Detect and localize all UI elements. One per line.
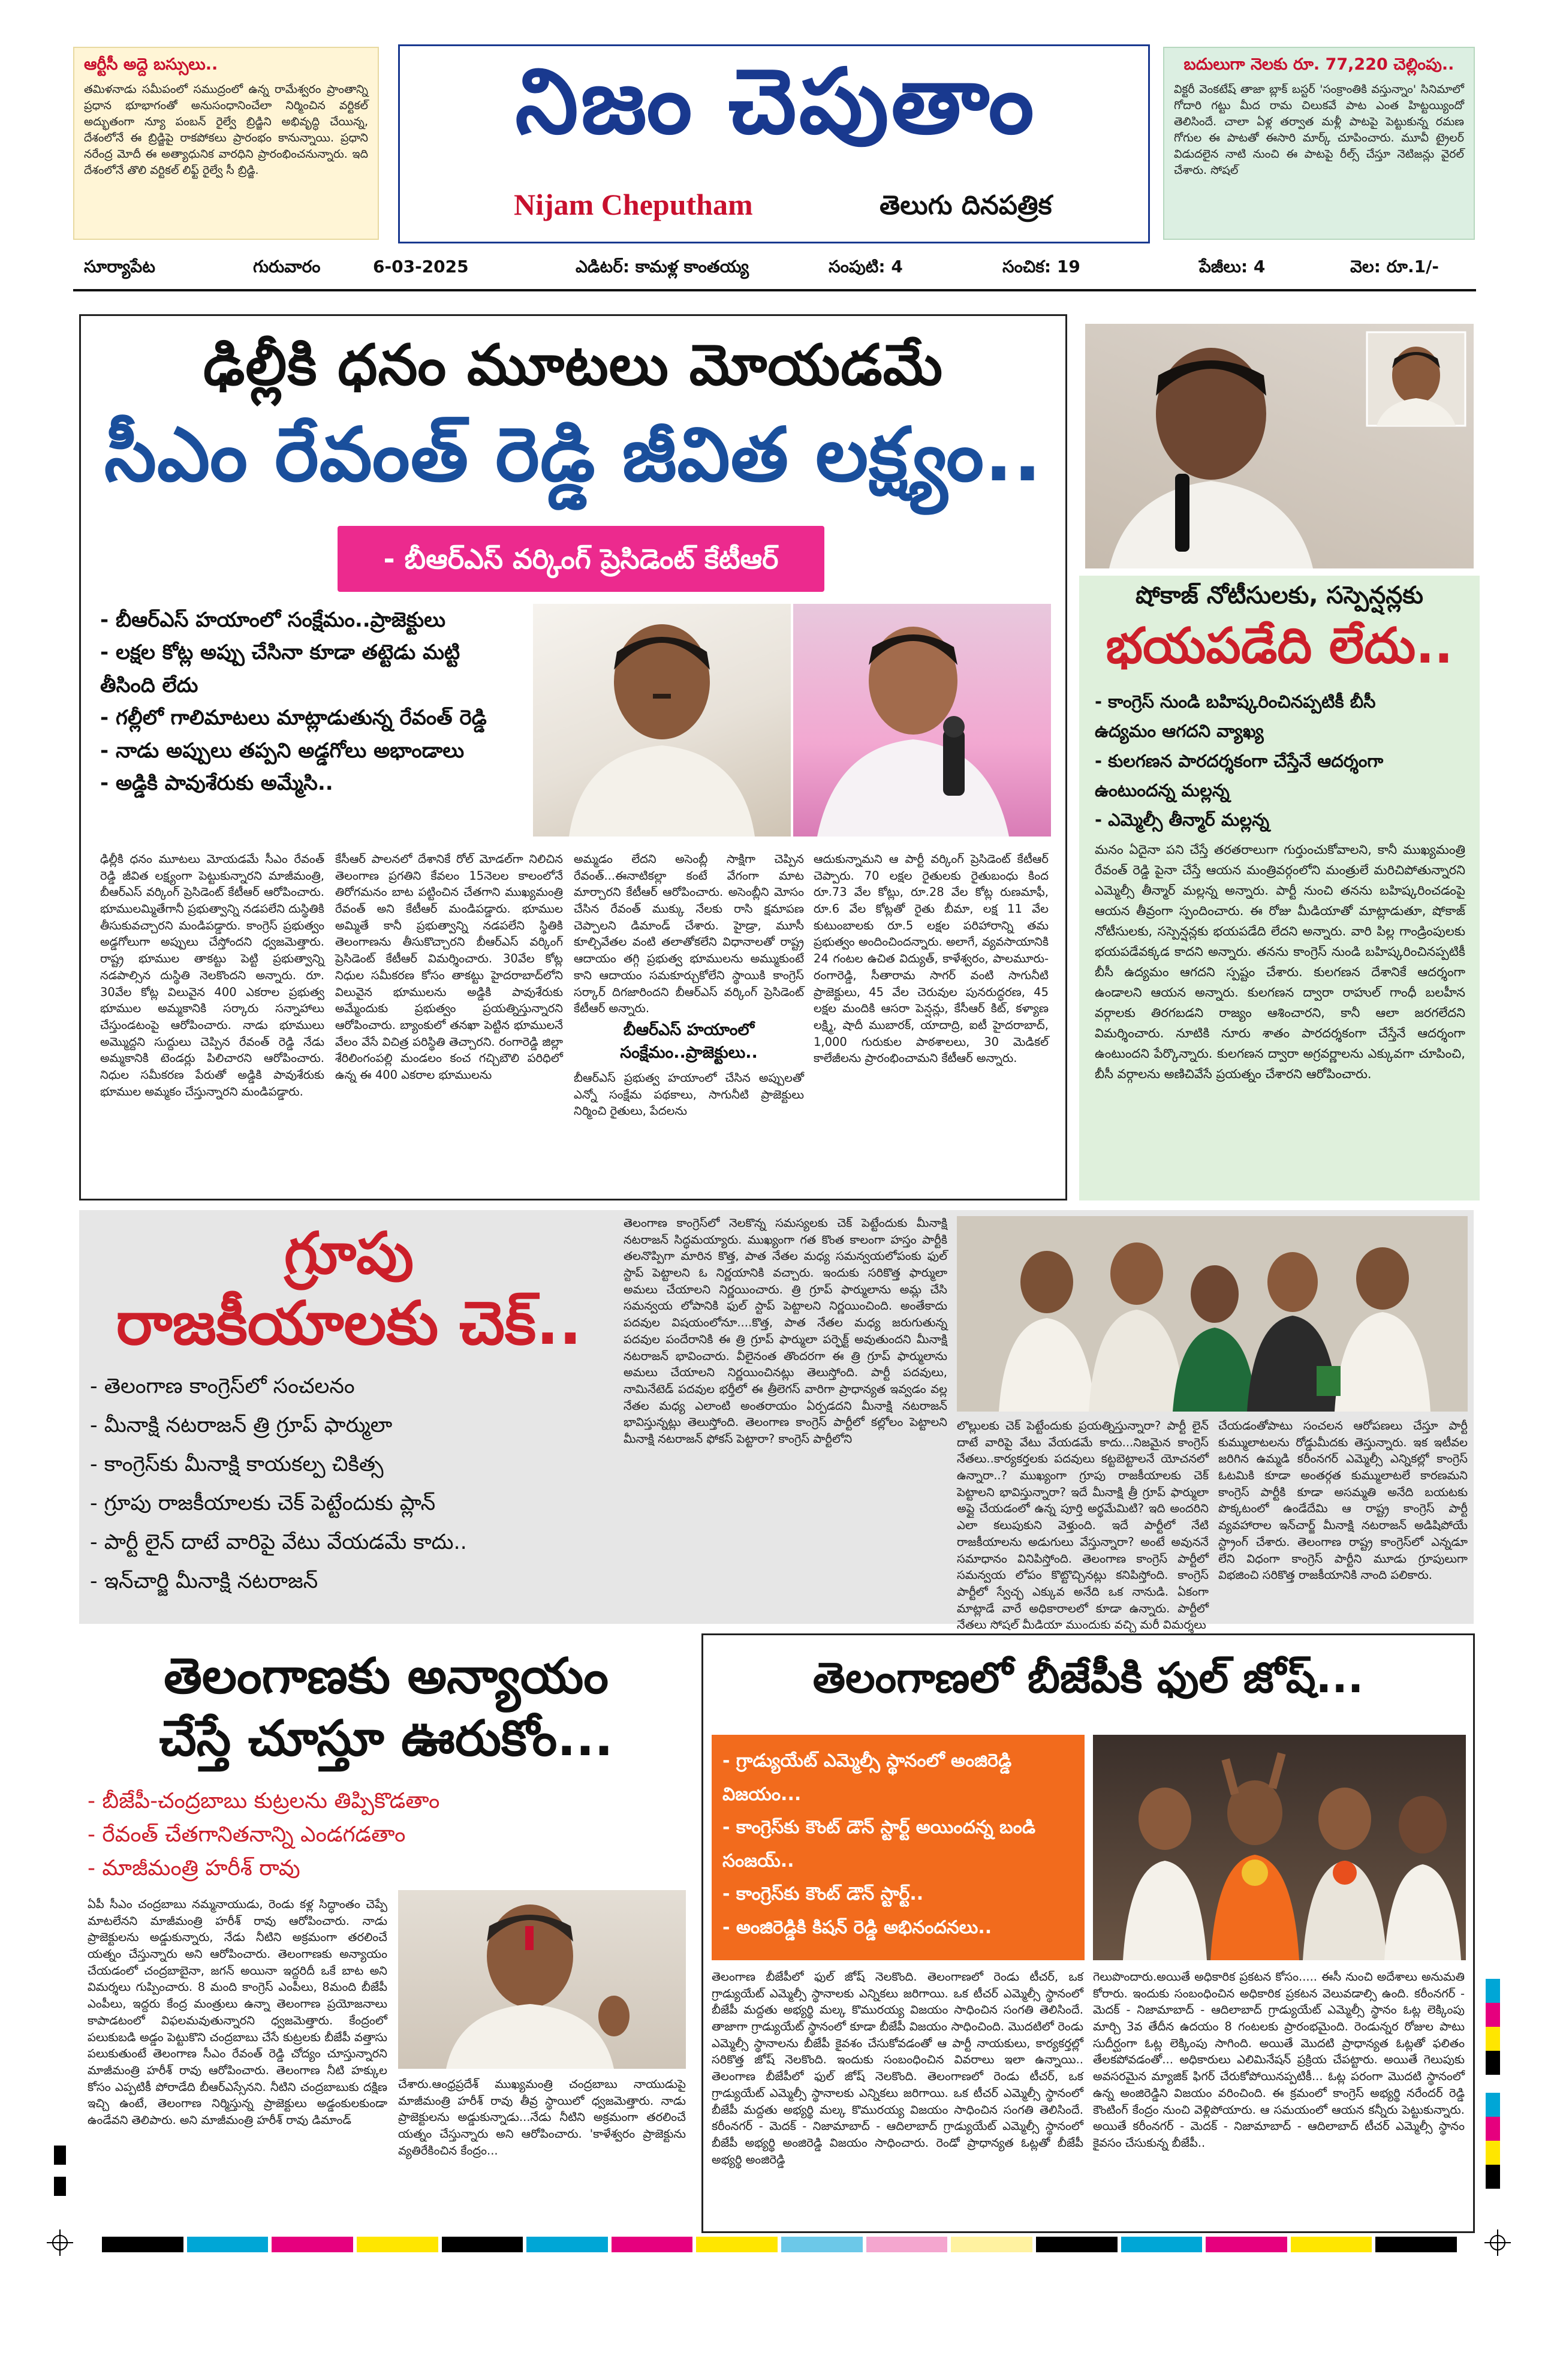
- story-ktr-col-3-tail: బీఆర్ఎస్ ప్రభుత్వ హయాంలో చేసిన అప్పులతో ఎన్నో సంక్షేమ పథకాలు, సాగునీటి ప్రాజెక్టులు నిర్మించి రైతులు, పేదలను: [574, 1070, 804, 1118]
- story-harish-col-1: ఏపీ సీఎం చంద్రబాబు నమ్మనాయుడు, రెండు కళ్ల సిద్ధాంతం చెప్పే మాటలేనని మాజీమంత్రి హరీశ్ రావు ఆరోపించారు. నాడు ప్రాజెక్టులను అడ్డుకున్నారు, నేడు నీటిని అక్రమంగా తరలించే యత్నం చేస్తున్నారు అని ఆరోపించారు. తెలంగాణకు అన్యాయం చేయడంలో చంద్రబాబైనా, జగన్ అయినా ఇద్దరిదీ ఒకే బాట అని విమర్శలు గుప్పించారు. 8 మంది కాంగ్రెస్ ఎంపీలు, 8మంది బీజేపీ ఎంపీలు, ఇద్దరు కేంద్ర మంత్రులు ఉన్నా తెలంగాణ ప్రయోజనాలు కాపాడటంలో విఫలమవుతున్నారని ధ్వజమెత్తారు. కేంద్రంలో పలుకుబడి అడ్డం పెట్టుకొని చంద్రబాబు చేసే కుట్రలకు బీజేపీ వత్తాసు పలుకుతుంటే తెలంగాణ సీఎం రేవంత్ రెడ్డి చోద్యం చూస్తున్నారని మాజీమంత్రి హరీశ్ రావు ఆరోపించారు. తెలంగాణ నీటి హక్కుల కోసం ఎప్పటికీ పోరాడేది బీఆర్ఎస్సేనని. నీటిని చంద్రబాబుకు దక్షిణ ఇచ్చి ఉంటే, తెలంగాణ నిర్మిస్తున్న ప్రాజెక్టులు అడ్డంకులకుండా ఉండేవని తెలిపారు. అని మాజీమంత్రి హరీశ్ రావు డిమాండ్: [88, 1897, 387, 2127]
- story-mallanna-bullet: ఉద్యమం ఆగదని వ్యాఖ్య: [1095, 721, 1264, 742]
- story-ktr-col-2: కేసీఆర్ పాలనలో దేశానికే రోల్ మోడల్‌గా నిలిచిన తెలంగాణ ప్రగతిని కేవలం 15నెలల కాలంలోనే తిరోగమనం బాట పట్టించిన చేతగాని ముఖ్యమంత్రి రేవంత్ అని కేటీఆర్ మండిపడ్డారు. భూముల అమ్మితే కానీ ప్రభుత్వాన్ని నడపలేని స్థితికి తెలంగాణను తీసుకొచ్చారని బీఆర్ఎస్ వర్కింగ్ ప్రెసిడెంట్ కేటీఆర్ విమర్శించారు. 30వేల కోట్ల నిధుల సమీకరణ కోసం తాకట్టు హైదరాబాద్‌లోని విలువైన భూములను అడ్డికి పావుశేరుకు అమ్మేందుకు ప్రభుత్వం ప్రయత్నిస్తున్నారని ఆరోపించారు. బ్యాంకులో తనఖా పెట్టిన భూములనే వేలం వేసే విచిత్ర పరిస్థితి తెచ్చారని. రంగారెడ్డి జిల్లా శేరిలింగంపల్లి మండలం కంచ గచ్చిబౌలి పరిధిలో ఉన్న ఈ 400 ఎకరాల భూములను: [335, 852, 563, 1082]
- story-group-bullet: - ఇన్‌చార్జి మీనాక్షి నటరాజన్: [90, 1569, 318, 1594]
- story-group-bullet: - కాంగ్రెస్‌కు మీనాక్షి కాయకల్ప చికిత్స: [90, 1452, 384, 1477]
- story-bjp-headline: తెలంగాణలో బీజేపీకి ఫుల్ జోష్...: [812, 1653, 1364, 1702]
- story-harish-bullet: - బీజేపీ-చంద్రబాబు కుట్రలను తిప్పికొడతాం: [88, 1789, 440, 1813]
- story-bjp-orange-box: [712, 1735, 1085, 1960]
- story-group-bullet: - తెలంగాణ కాంగ్రెస్‌లో సంచలనం: [90, 1374, 355, 1398]
- right-ear-text: విక్టరీ వెంకటేష్ తాజా బ్లాక్ బస్టర్ 'సంక్రాంతికి వస్తున్నాం' సినిమాలో గోదారి గట్టు మీద రామ చిలుకవే పాట ఎంత హిట్టయ్యిందో తెలిసిందే. చాలా ఏళ్ల తర్వాత మళ్లీ పాటపై పెట్టుకున్న రమణ గోగుల ఈ పాటతో ఈసారి మార్క్ చూపించారు. మూవీ ట్రైలర్ విడుదలైన నాటి నుంచి ఈ పాటపై రీల్స్ చేస్తూ నెటిజన్లు వైరల్ చేశారు. సోషల్: [1174, 83, 1464, 177]
- masthead-box: [398, 44, 1150, 243]
- story-bjp-bullet: సంజయ్..: [722, 1850, 794, 1871]
- story-group-bullets: [90, 1367, 618, 1602]
- story-ktr-bullets: [100, 604, 568, 799]
- ktr-photo: [793, 604, 1051, 837]
- dateline-place: సూర్యాపేట: [84, 257, 155, 276]
- dateline-rule: [73, 289, 1476, 291]
- story-bjp-bullets: [722, 1744, 1076, 1944]
- dateline-day: గురువారం: [253, 257, 321, 276]
- story-bjp-bullet: - కాంగ్రెస్‌కు కౌంట్ డౌన్ స్టార్ట్..: [722, 1883, 924, 1904]
- dateline-price: వెల: రూ.1/-: [1350, 257, 1439, 276]
- story-ktr-bullet: - గల్లీలో గాలిమాటలు మాట్లాడుతున్న రేవంత్ రెడ్డి: [100, 706, 487, 730]
- story-mallanna-bullet: - కులగణన పారదర్శకంగా చేస్తేనే ఆదర్శంగా: [1095, 750, 1384, 771]
- story-bjp-col-2: గెలుపొందారు.అయితే అధికారిక ప్రకటన కోసం..... ఈసీ నుంచి అదేశాలు అనుమతి కోరారు. ఇందుకు సంబంధించిన అధికారిక ప్రకటన వెలువడాల్సి ఉంది. కరీంనగర్ - మెదక్ - నిజామాబాద్ - ఆదిలాబాద్ గ్రాడ్యుయేట్ ఎమ్మెల్సీ స్థానం ఓట్ల లెక్కింపు మార్చి 3వ తేదీన ఉదయం 8 గంటలకు ప్రారంభమైంది. రెండున్నర రోజుల పాటు సుదీర్ఘంగా ఓట్ల లెక్కింపు సాగింది. అయితే మొదటి ప్రాధాన్యత ఓట్లతో ఫలితం తేలకపోవడంతో... అధికారులు ఎలిమినేషన్ ప్రక్రియ చేపట్టారు. అయితే గెలుపుకు అవసరమైన మ్యాజిక్ ఫిగర్ చేరుకోపోయినప్పటికీ... ఓట్ల పరంగా మొదటి స్థానంలో ఉన్న అంజిరెడ్డిని విజయం వరించింది. ఈ క్రమంలో కాంగ్రెస్ అభ్యర్థి నరేందర్ రెడ్డి కౌంటింగ్ కేంద్రం నుంచి వెళ్లిపోయారు. ఆ సమయంలో ఆయన కన్నీరు పెట్టుకున్నారు. అయితే కరీంనగర్ - మెదక్ - నిజామాబాద్ - ఆదిలాబాద్ టీచర్ ఎమ్మెల్సీ స్థానం కైవసం చేసుకున్న బీజేపీ..: [1093, 1970, 1465, 2150]
- left-ear-text: తమిళనాడు సమీపంలో సముద్రంలో ఉన్న రామేశ్వరం ప్రాంతాన్ని ప్రధాన భూభాగంతో అనుసంధానించేలా నిర్మించిన వర్టికల్ అద్భుతంగా న్యూ పంబన్ రైల్వే బ్రిడ్జిని అభివృద్ధి చేయిన్న, దేశంలోనే ఈ బ్రిడ్జిపై రాకపోకలు ప్రారంభం కానున్నాయి. ప్రధాని నరేంద్ర మోదీ ఈ అత్యాధునిక వారధిని ప్రారంభించనున్నారు. ఇది దేశంలోనే తొలి వర్టికల్ లిఫ్ట్ రైల్వే సీ బ్రిడ్జి.: [84, 83, 368, 177]
- story-bjp-bullet: - కాంగ్రెస్‌కు కౌంట్ డౌన్ స్టార్ట్ అయిందన్న బండి: [722, 1817, 1036, 1838]
- dateline-editor: ఎడిటర్: కామళ్ల కాంతయ్య: [576, 257, 749, 276]
- story-harish-bullet: - రేవంత్ చేతగానితనాన్ని ఎండగడతాం: [88, 1822, 406, 1847]
- story-ktr-bullet: - నాడు అప్పులు తప్పని అడ్డగోలు అభాండాలు: [100, 738, 465, 763]
- story-mallanna-bullet: - ఎమ్మెల్సీ తీన్మార్ మల్లన్న: [1095, 810, 1270, 831]
- story-mallanna-bullet: ఉంటుందన్న మల్లన్న: [1095, 780, 1230, 801]
- registration-crosshair: [47, 2229, 73, 2256]
- story-bjp-frame: [701, 1633, 1475, 2233]
- dateline-bar: [73, 251, 1476, 284]
- story-harish-headline-2: చేస్తే చూస్తూ ఊరుకోం...: [159, 1710, 613, 1767]
- story-bjp-bullet: విజయం...: [722, 1783, 802, 1805]
- color-bar-right: [1486, 1979, 1500, 2222]
- story-mallanna-headline-2: భయపడేది లేదు..: [1106, 618, 1453, 675]
- story-ktr-bullet: - లక్షల కోట్ల అప్పు చేసినా కూడా తట్టెడు మట్టి: [100, 640, 460, 665]
- story-ktr-byline: - బీఆర్ఎస్ వర్కింగ్ ప్రెసిడెంట్ కేటీఆర్: [338, 526, 824, 592]
- story-harish-col-2: చేశారు.ఆంధ్రప్రదేశ్ ముఖ్యమంత్రి చంద్రబాబు నాయుడుపై మాజీమంత్రి హరీశ్ రావు తీవ్ర స్థాయిలో ధ్వజమెత్తారు. నాడు ప్రాజెక్టులను అడ్డుకున్నాడు...నేడు నీటిని అక్రమంగా తరలించే యత్నం చేస్తున్నారు అని ఆరోపించారు. 'కాళేశ్వరం ప్రాజెక్టును వ్యతిరేకించిన కేంద్రం...: [398, 2077, 686, 2158]
- story-ktr-subhead: బీఆర్ఎస్ హయాంలో సంక్షేమం..ప్రాజెక్టులు..: [620, 1020, 758, 1062]
- story-ktr-col-1: ఢిల్లీకి ధనం మూటలు మోయడమే సీఎం రేవంత్ రెడ్డి జీవిత లక్ష్యంగా పెట్టుకున్నారని మాజీమంత్రి, బీఆర్ఎస్ వర్కింగ్ ప్రెసిడెంట్ కేటీఆర్ ఆరోపించారు. భూములమ్మితేగానీ ప్రభుత్వాన్ని నడపలేని దుస్థితికి తీసుకువచ్చారని మండిపడ్డారు. కాంగ్రెస్ ప్రభుత్వం అడ్డగోలుగా అప్పులు చేస్తోందని ధ్వజమెత్తారు. రాష్ట్ర భూముల తాకట్టు పెట్టి ప్రభుత్వాన్ని నడపాల్సిన దుస్థితి నెలకొందని అన్నారు. రూ. 30వేల కోట్ల విలువైన 400 ఎకరాల ప్రభుత్వ భూముల అమ్మకానికి సర్కారు సన్నాహాలు చేస్తుండటంపై ఆరోపించారు. నాడు భూములు అమ్మొద్దని సుద్దులు చెప్పిన రేవంత్ రెడ్డి నేడు అమ్మకానికి టెండర్లు పిలిచారని ఆరోపించారు. నిధుల సమీకరణ పేరుతో అడ్డికి పావుశేరుకు భూముల అమ్మకం చేస్తున్నారని మండిపడ్డారు.: [100, 852, 324, 1099]
- story-ktr-frame: [79, 314, 1067, 1200]
- right-ear-box: [1163, 47, 1475, 240]
- harish-rao-photo: [398, 1890, 686, 2069]
- dateline-date: 6-03-2025: [373, 257, 469, 276]
- left-ear-title: ఆర్టీసీ అద్దె బస్సులు..: [84, 55, 218, 74]
- story-harish-area: [79, 1636, 693, 2235]
- story-group-col-2: లొల్లులకు చెక్ పెట్టేందుకు ప్రయత్నిస్తున్నారా? పార్టీ లైన్ దాటే వారిపై వేటు వేయడమే కాదు...నిజమైన కాంగ్రెస్ నేతలు..కార్యకర్తలకు పదవులు కట్టబెట్టాలనే యోచనలో ఉన్నారా..? ముఖ్యంగా గ్రూపు రాజకీయాలకు చెక్ పెట్టాలని భావిస్తున్నారా? ఇదే మీనాక్షి త్రీ గ్రూప్ ఫార్ములా అప్లై చేయడంలో ఉన్న పూర్తి అర్థమేమిటి? ఇది అందరిని ఎలా కలుపుకుని వెళ్తుంది. ఇదే పార్టీలో నేటి రాజకీయాలను అడుగులు వేస్తున్నారా? అంటే అవుననే సమాధానం వినిపిస్తోంది. తెలంగాణ కాంగ్రెస్ పార్టీలో సమన్వయ లోపం కొట్టొచ్చినట్లు కనిపిస్తోంది. కాంగ్రెస్ పార్టీలో స్వేచ్ఛ ఎక్కువ అనేది ఒక నానుడి. ఏకంగా మాట్లాడే వారే అధికారాలలో కూడా ఉన్నారు. పార్టీలో నేతలు సోషల్ మీడియా ముందుకు వచ్చి మరీ విమర్శలు: [957, 1419, 1209, 1632]
- left-ear-box: [73, 47, 379, 240]
- story-group-bullet: - మీనాక్షి నటరాజన్ త్రి గ్రూప్ ఫార్ములా: [90, 1413, 393, 1438]
- story-harish-bullet: - మాజీమంత్రి హరీశ్ రావు: [88, 1855, 300, 1880]
- masthead-title-english: Nijam Cheputham: [514, 188, 753, 221]
- congress-leaders-photo: [957, 1216, 1468, 1412]
- story-mallanna-body: మనం ఏదైనా పని చేస్తే తరతరాలుగా గుర్తుంచుకోవాలని, కానీ ముఖ్యమంత్రి రేవంత్ రెడ్డి పైనా చేస్తే ఆయన మంత్రివర్గంలోని మంత్రులే మరిచిపోతున్నారని ఎమ్మెల్సీ తీన్మార్ మల్లన్న అన్నారు. పార్టీ నుంచి తనను బహిష్కరించడంపై ఆయన తీవ్రంగా స్పందించారు. ఈ రోజు మీడియాతో మాట్లాడుతూ, షోకాజ్ నోటీసులకు, సస్పెన్షన్లకు భయపడేది లేదని అన్నారు. వారి పిల్ల గాండ్రింపులకు భయపడేవక్కడ కాదని అన్నారు. తనను కాంగ్రెస్ నుండి బహిష్కరించినప్పటికీ బీసీ ఉద్యమం ఆగదని స్పష్టం చేశారు. కులగణన దేశానికే ఆదర్శంగా ఉండాలని ఆయన అన్నారు. కులగణన ద్వారా రాహుల్ గాంధీ బలహీన వర్గాలకు తిరగబడని రాజ్యం ఆశించారని, కానీ ఆలా జరగలేదని విమర్శించారు. నూటికి నూరు శాతం పారదర్శకంగా చేస్తేనే ఆదర్శంగా ఉంటుందని పేర్కొన్నారు. కులగణన ద్వారా అగ్రవర్ణాలను ఎక్కువగా చూపించి, బీసీ వర్గాలను అణిచివేసే ప్రయత్నం చేశారని ఆరోపించారు.: [1095, 843, 1465, 1082]
- story-mallanna-bullet: - కాంగ్రెస్ నుండి బహిష్కరించినప్పటికీ బీసీ: [1095, 691, 1376, 712]
- story-group-bullet: - గ్రూపు రాజకీయాలకు చెక్ పెట్టేందుకు ప్లాన్: [90, 1491, 436, 1516]
- story-bjp-col-1: తెలంగాణ బీజేపీలో ఫుల్ జోష్ నెలకొంది. తెలంగాణలో రెండు టీచర్, ఒక గ్రాడ్యుయేట్ ఎమ్మెల్సీ స్థానాలకు ఎన్నికలు జరిగాయి. ఒక టీచర్ ఎమ్మెల్సీ స్థానంలో బీజేపీ మద్దతు అభ్యర్థి మల్క కొమురయ్య విజయం సాధించిన సంగతి తెలిసిందే. తాజాగా గ్రాడ్యుయేట్ స్థానంలో కూడా బీజేపీ విజయం సాధించింది. మొదటిలో రెండు ఎమ్మెల్సీ స్థానాలను బీజేపీ కైవశం చేసుకోవడంతో ఆ పార్టీ నాయకులు, కార్యకర్తల్లో సరికొత్త జోష్ నెలకొంది. ఇందుకు సంబంధించిన వివరాలు ఇలా ఉన్నాయి.. తెలంగాణ బీజేపీలో ఫుల్ జోష్ నెలకొంది. తెలంగాణలో రెండు టీచర్, ఒక గ్రాడ్యుయేట్ ఎమ్మెల్సీ స్థానాలకు ఎన్నికలు జరిగాయి. ఒక టీచర్ ఎమ్మెల్సీ స్థానంలో బీజేపీ మద్దతు అభ్యర్థి మల్క కొమురయ్య విజయం సాధించిన సంగతి తెలిసిందే. కరీంనగర్ - మెదక్ - నిజామాబాద్ - ఆదిలాబాద్ గ్రాడ్యుయేట్ ఎమ్మెల్సీ స్థానంలో బీజేపీ అభ్యర్థి అంజిరెడ్డి విజయం సాధించారు. రెండో ప్రాధాన్యత ఓట్లతో బీజేపీ అభ్యర్థి అంజిరెడ్డి: [712, 1970, 1083, 2167]
- mallanna-photo: [1085, 324, 1474, 568]
- story-ktr-headline-2: సీఎం రేవంత్ రెడ్డి జీవిత లక్ష్యం..: [104, 412, 1043, 498]
- bjp-celebration-photo: [1093, 1735, 1466, 1960]
- story-ktr-bullet: - అడ్డికి పావుశేరుకు అమ్మేసి..: [100, 771, 333, 795]
- story-group-headline-2: రాజకీయాలకు చెక్..: [116, 1288, 582, 1358]
- story-ktr-col-4: ఆదుకున్నామని ఆ పార్టీ వర్కింగ్ ప్రెసిడెంట్ కేటీఆర్ చెప్పారు. 70 లక్షల రైతులకు రైతుబంధు కింద రూ.73 వేల కోట్లు, రూ.28 వేల కోట్ల రుణమాఫీ, రూ.6 వేల కోట్లతో రైతు బీమా, లక్ష 11 వేల కుటుంబాలకు రూ.5 లక్షల పరిహారాన్ని తమ ప్రభుత్వం అందించిందన్నారు. అలాగే, వ్యవసాయానికి 24 గంటల ఉచిత విద్యుత్, కాళేశ్వరం, పాలమూరు-రంగారెడ్డి, సీతారామ సాగర్ వంటి సాగునీటి ప్రాజెక్టులు, 45 వేల చెరువుల పునరుద్ధరణ, 45 లక్షల మందికి ఆసరా పెన్షన్లు, కేసీఆర్ కిట్, కళ్యాణ లక్ష్మి, షాదీ ముబారక్, యాదాద్రి, ఐటీ హైదరాబాద్, 1,000 గురుకుల పాఠశాలలు, 30 మెడికల్ కాలేజీలను ప్రారంభించామని కేటీఆర్ అన్నారు.: [814, 852, 1049, 1066]
- story-ktr-bullet: - బీఆర్ఎస్ హయాంలో సంక్షేమం..ప్రాజెక్టులు: [100, 608, 445, 632]
- dateline-volume: సంపుటి: 4: [829, 257, 903, 276]
- masthead-tagline: తెలుగు దినపత్రిక: [880, 190, 1052, 221]
- story-ktr-col-3: [574, 851, 804, 1187]
- story-ktr-col-3-text: అమ్మడం లేదని అసెంబ్లీ సాక్షిగా చెప్పిన రేవంత్...ఈనాటికల్లా కంటే వేగంగా మాట మార్చారని కేటీఆర్ ఆరోపించారు. అసెంబ్లీని మోసం చేసిన రేవంత్ ముక్కు నేలకు రాసి క్షమాపణ చెప్పాలని డిమాండ్ చేశారు. హైడ్రా, మూసీ కూల్చివేతల వంటి తలాతోకలేని విధానాలతో రాష్ట్ర ఆదాయం తగ్గి ప్రభుత్వ భూములను అమ్ముకుంటే కాని ఆదాయం సమకూర్చుకోలేని స్థాయికి కాంగ్రెస్ సర్కార్ దిగజారిందని బీఆర్ఎస్ వర్కింగ్ ప్రెసిడెంట్ కేటీఆర్ అన్నారు.: [574, 852, 804, 1016]
- color-bar-left: [54, 2146, 66, 2226]
- story-ktr-headline-1: ఢిల్లీకి ధనం మూటలు మోయడమే: [203, 333, 944, 398]
- story-group-col-1: తెలంగాణ కాంగ్రెస్‌లో నెలకొన్న సమస్యలకు చెక్ పెట్టేందుకు మీనాక్షి నటరాజన్ సిద్ధమయ్యారు. ముఖ్యంగా గత కొంత కాలంగా హస్తం పార్టీకి తలనొప్పిగా మారిన కొత్త, పాత నేతల మధ్య సమన్వయలోపంకు ఫుల్ స్టాప్ పెట్టాలని ఓ నిర్ణయానికి వచ్చారు. ఇందుకు సరికొత్త ఫార్ములా అమలు చేయాలని నిర్ణయించారు. త్రి గ్రూప్ ఫార్ములాను అమ్ల చేసి సమన్వయ లోపానికి ఫుల్ స్టాప్ పెట్టాలని నిర్ణయించింది. అంతేకాదు పదవుల విషయంలోనూ....కొత్త, పాత నేతల మధ్య జరుగుతున్న పదవుల పందేరానికి ఈ త్రి గ్రూప్ ఫార్ములా పర్ఫెక్ట్ అవుతుందని మీనాక్షి నటరాజన్ భావించారు. వీలైనంత తొందరగా ఈ త్రి గ్రూప్ ఫార్ములాను అమలు చేయాలని నిర్ణయించినట్లు తెలుస్తోంది. పార్టీ పదవులు, నామినేటెడ్ పదవుల భర్తీలో ఈ త్రీలెగస్ వారిగా ప్రాధాన్యత ఇవ్వడం వల్ల నేతల మధ్య ఎలాంటి అంతరాయం ఏర్పడదని మీనాక్షి నటరాజన్ భావిస్తున్నట్లు తెలుస్తోంది. తెలంగాణ కాంగ్రెస్ పార్టీలో కల్లోలం పెట్టాలని మీనాక్షి నటరాజన్ ఫోకస్ పెట్టారా? కాంగ్రెస్ పార్టీలోని: [624, 1216, 947, 1446]
- story-group-bullet: - పార్టీ లైన్ దాటే వారిపై వేటు వేయడమే కాదు..: [90, 1530, 467, 1555]
- revanth-reddy-photo: [533, 604, 791, 837]
- story-mallanna-bullets: [1095, 687, 1466, 835]
- masthead-title-telugu: నిజం చెపుతాం: [515, 49, 1037, 154]
- story-mallanna-headline-1: షోకాజ్ నోటీసులకు, సస్పెన్షన్లకు: [1135, 582, 1424, 609]
- story-mallanna-box: [1079, 576, 1480, 1200]
- story-group-col-3: చేయడంతోపాటు సంచలన ఆరోపణలు చేస్తూ పార్టీ కుమ్ములాటలను రోడ్డుమీదకు తెస్తున్నారు. ఇక ఇటీవల జరిగిన ఉమ్మడి కరీంనగర్ ఎమ్మెల్సీ ఎన్నికల్లో కాంగ్రెస్ ఓటమికి కూడా అంతర్గత కుమ్ములాటలే కారణమని కాంగ్రెస్ పార్టీకి కూడా అసమ్మతి అనేది బయటకు పొక్కటంలో ఉండేదేమి ఆ రాష్ట్ర కాంగ్రెస్ పార్టీ వ్యవహారాల ఇన్‌చార్జ్ మీనాక్షి నటరాజన్ అడిషిపోయే స్ట్రాంగ్ చేశారు. తెలంగాణ రాష్ట్ర కాంగ్రెస్‌లో ఎన్నడూ లేని విధంగా కాంగ్రెస్ పార్టీని మూడు గ్రూపులుగా విభజించి సరికొత్త రాజకీయానికి నాంది పలికారు.: [1218, 1419, 1468, 1582]
- registration-crosshair: [1484, 2229, 1511, 2256]
- story-bjp-bullet: - అంజిరెడ్డికి కిషన్ రెడ్డి అభినందనలు..: [722, 1916, 992, 1938]
- story-bjp-bullet: - గ్రాడ్యుయేట్ ఎమ్మెల్సీ స్థానంలో అంజిరెడ్డి: [722, 1750, 1012, 1771]
- story-group-headline-1: గ్రూపు: [284, 1220, 414, 1287]
- story-harish-bullets: [88, 1785, 675, 1885]
- story-harish-headline-1: తెలంగాణకు అన్యాయం: [164, 1648, 609, 1705]
- right-ear-title: బదులుగా నెలకు రూ. 77,220 చెల్లింపు..: [1183, 55, 1454, 74]
- story-group-band: [79, 1210, 1474, 1632]
- dateline-pages: పేజీలు: 4: [1199, 257, 1266, 276]
- color-bar-bottom: [102, 2237, 1457, 2252]
- story-ktr-bullet: తీసింది లేదు: [100, 673, 198, 697]
- dateline-issue: సంచిక: 19: [1002, 257, 1080, 276]
